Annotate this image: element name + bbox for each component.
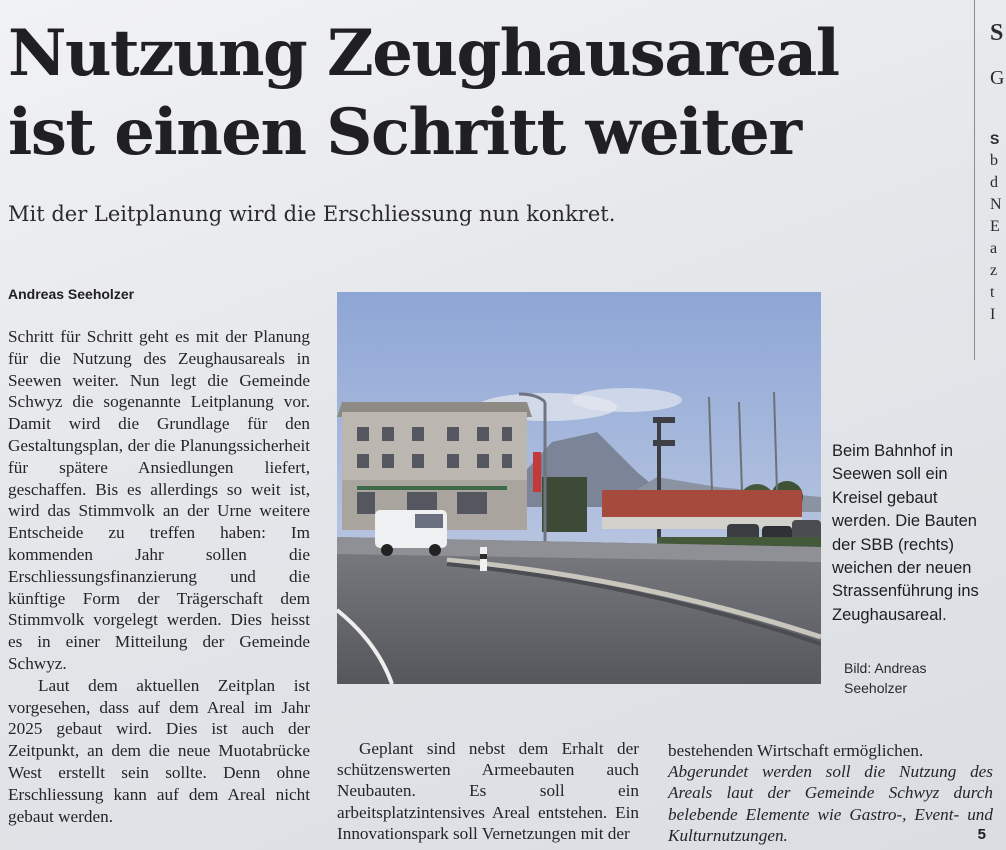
column-divider: [974, 0, 975, 360]
fragment-letter: S: [990, 20, 1004, 46]
fragment-letter: b: [990, 152, 998, 169]
article-photo: [337, 292, 821, 684]
article-column-right: [668, 740, 993, 846]
fragment-letter: I: [990, 306, 996, 323]
fragment-letter: a: [990, 240, 998, 257]
paragraph-2: Laut dem aktuellen Zeitplan ist vorgesehen, dass auf dem Areal im Jahr 2025 gebaut wird. Dies ist auch der Zeitpunkt, an dem die neue Muotabrücke West erstellt sein sollte. Denn ohne Erschliessung kann auf dem Areal nicht gebaut werden.: [8, 675, 310, 826]
photo-caption: Beim Bahnhof in Seewen soll ein Kreisel gebaut werden. Die Bauten der SBB (rechts) weichen der neuen Strassenführung ins Zeughausareal.: [832, 442, 979, 624]
fragment-letter: E: [990, 218, 1000, 235]
photo-credit: Bild: Andreas Seeholzer: [844, 660, 927, 696]
street-scene-image: [337, 292, 821, 684]
adjacent-article-fragment: [990, 20, 1006, 326]
author-byline: Andreas Seeholzer: [8, 286, 135, 302]
fragment-letter: G: [990, 67, 1005, 89]
paragraph-1: Schritt für Schritt geht es mit der Planung für die Nutzung des Zeughausareals in Seewen weiter. Nun legt die Gemeinde Schwyz die sogenannte Leitplanung vor. Damit wird die Grundlage für den Gestaltungsplan, der die Planungssicherheit für spätere Ansiedlungen liefert, geschaffen. Bis es allerdings so weit ist, wird das Stimmvolk an der Urne weitere Entscheide zu treffen haben: Im kommenden Jahr sollen die Erschliessungsfinanzierung und die künftige Form der Trägerschaft dem Stimmvolk vorgelegt werden. Dies heisst es in einer Mitteilung der Gemeinde Schwyz.: [8, 327, 310, 673]
headline-line-1: Nutzung Zeughausareal: [8, 16, 839, 91]
article-column-left: [8, 326, 310, 827]
paragraph-right-1: bestehenden Wirtschaft ermöglichen.: [668, 741, 924, 760]
fragment-letter: z: [990, 262, 998, 279]
article-subtitle: Mit der Leitplanung wird die Erschliessung nun konkret.: [8, 202, 616, 226]
paragraph-right-2: Abgerundet werden soll die Nutzung des Areals laut der Gemeinde Schwyz durch belebende Elemente wie Gastro-, Event- und Kulturnutzungen.: [668, 762, 993, 845]
fragment-letter: d: [990, 174, 998, 191]
fragment-letter: N: [990, 196, 1002, 213]
headline-line-2: ist einen Schritt weiter: [8, 95, 801, 170]
article-column-middle: Geplant sind nebst dem Erhalt der schützenswerten Armeebauten auch Neubauten. Es soll ein arbeitsplatzintensives Areal entstehen. Ein Innovationspark soll Vernetzungen mit der: [337, 739, 639, 843]
fragment-letter: t: [990, 284, 995, 301]
article-headline: [8, 14, 948, 172]
fragment-letter: S: [990, 131, 1000, 147]
page-number: 5: [977, 826, 986, 843]
